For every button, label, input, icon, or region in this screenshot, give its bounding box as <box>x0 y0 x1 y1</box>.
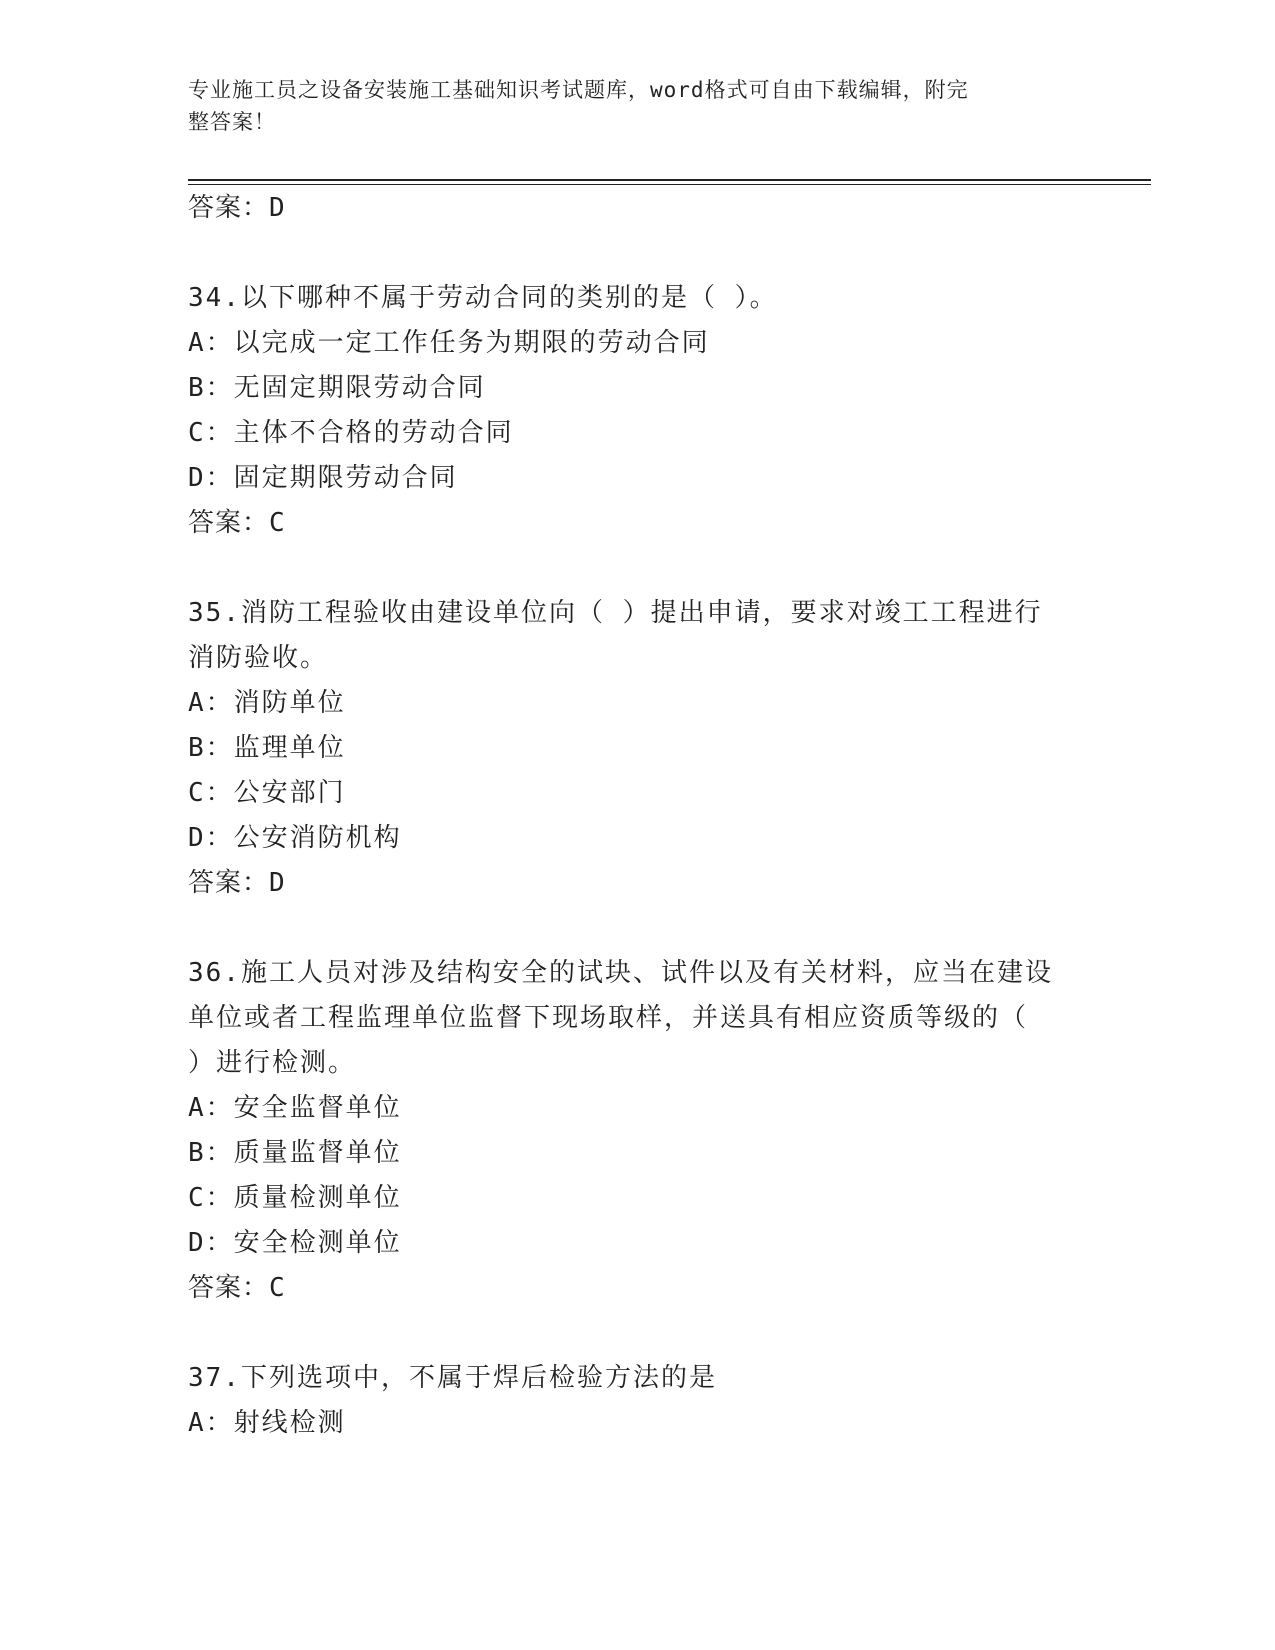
option-b: B：无固定期限劳动合同 <box>188 373 486 403</box>
answer-line: 答案：D <box>188 193 286 223</box>
option-b: B：质量监督单位 <box>188 1138 402 1168</box>
option-a: A：射线检测 <box>188 1408 346 1438</box>
question-stem-continued: 消防验收。 <box>188 643 329 673</box>
answer-line: 答案：C <box>188 1273 286 1303</box>
option-c: C：质量检测单位 <box>188 1183 402 1213</box>
question-stem: 37.下列选项中，不属于焊后检验方法的是 <box>188 1363 717 1393</box>
question-stem-continued: ）进行检测。 <box>188 1048 357 1078</box>
question-block <box>188 276 1088 546</box>
question-stem: 36.施工人员对涉及结构安全的试块、试件以及有关材料，应当在建设 <box>188 958 1053 988</box>
option-d: D：公安消防机构 <box>188 823 402 853</box>
option-a: A：以完成一定工作任务为期限的劳动合同 <box>188 328 710 358</box>
spacer <box>188 231 1088 276</box>
header-line: 专业施工员之设备安装施工基础知识考试题库，word格式可自由下载编辑，附完 <box>188 78 969 102</box>
option-a: A：消防单位 <box>188 688 346 718</box>
document-body <box>188 186 1088 1446</box>
header-divider <box>188 179 1151 181</box>
option-c: C：公安部门 <box>188 778 346 808</box>
page-header <box>188 74 1068 138</box>
question-block <box>188 1356 1088 1446</box>
spacer <box>188 1311 1088 1356</box>
header-divider-thin <box>188 184 1151 185</box>
option-d: D：安全检测单位 <box>188 1228 402 1258</box>
option-c: C：主体不合格的劳动合同 <box>188 418 514 448</box>
question-stem: 34.以下哪种不属于劳动合同的类别的是（ ）。 <box>188 283 778 313</box>
question-stem-continued: 单位或者工程监理单位监督下现场取样，并送具有相应资质等级的（ <box>188 1003 1029 1033</box>
header-line: 整答案！ <box>188 110 276 134</box>
answer-line: 答案：D <box>188 868 286 898</box>
option-d: D：固定期限劳动合同 <box>188 463 458 493</box>
answer-line: 答案：C <box>188 508 286 538</box>
spacer <box>188 546 1088 591</box>
question-block <box>188 951 1088 1311</box>
option-b: B：监理单位 <box>188 733 346 763</box>
question-stem: 35.消防工程验收由建设单位向（ ）提出申请，要求对竣工工程进行 <box>188 598 1043 628</box>
question-block <box>188 591 1088 906</box>
spacer <box>188 906 1088 951</box>
option-a: A：安全监督单位 <box>188 1093 402 1123</box>
